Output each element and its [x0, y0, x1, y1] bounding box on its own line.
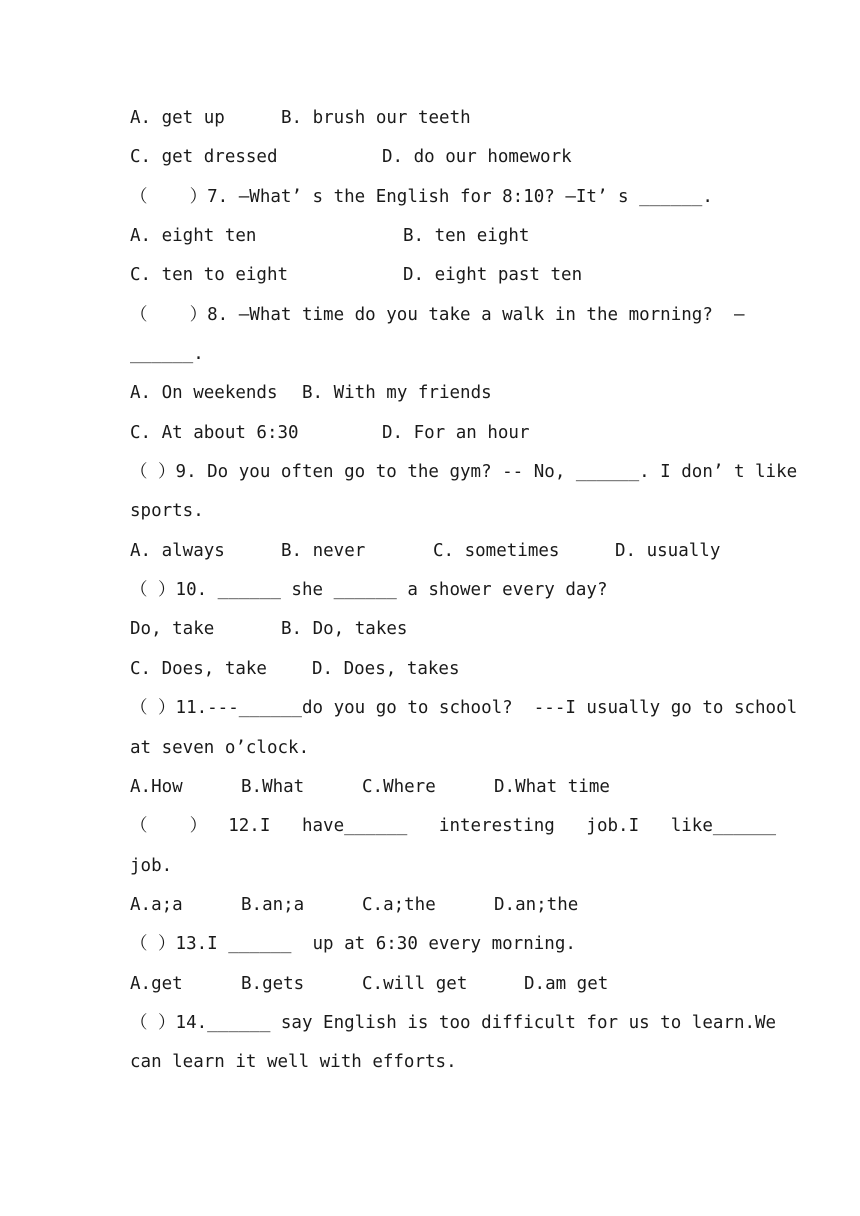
q11-option-d: D.What time	[494, 776, 610, 797]
q8-stem-line2: ______.	[130, 344, 204, 365]
q11-options	[130, 772, 732, 811]
q7-option-a: A. eight ten	[130, 226, 257, 247]
q14-stem-line1: （ ）14.______ say English is too difficult for us to learn.We	[130, 1012, 777, 1033]
q9-stem-line2: sports.	[130, 501, 204, 522]
q10-stem: （ ）10. ______ she ______ a shower every day?	[130, 580, 608, 601]
q13-options	[130, 969, 732, 1008]
q9-option-d: D. usually	[615, 540, 721, 561]
q12-option-b: B.an;a	[241, 894, 305, 915]
q13-option-b: B.gets	[241, 973, 305, 994]
q8-option-b: B. With my friends	[302, 383, 492, 404]
q12-option-a: A.a;a	[130, 894, 183, 915]
q14-stem-line2: can learn it well with efforts.	[130, 1052, 457, 1073]
q8-option-a: A. On weekends	[130, 383, 278, 404]
q10-option-d: D. Does, takes	[312, 658, 460, 679]
q7-option-d: D. eight past ten	[403, 265, 583, 286]
q6-options-row2	[130, 142, 732, 181]
q13-option-c: C.will get	[362, 973, 468, 994]
q11-option-b: B.What	[241, 776, 305, 797]
q6-option-b: B. brush our teeth	[281, 108, 471, 128]
q7-options-row1	[130, 221, 732, 260]
q11-stem-line2: at seven o’clock.	[130, 737, 310, 758]
q12-options	[130, 890, 732, 929]
q9-option-a: A. always	[130, 540, 225, 561]
q9-option-c: C. sometimes	[433, 540, 560, 561]
q10-options-row1	[130, 614, 732, 653]
q10-option-c: C. Does, take	[130, 658, 267, 679]
q6-options-row1	[130, 103, 732, 142]
q8-option-c: C. At about 6:30	[130, 422, 299, 443]
q9-option-b: B. never	[281, 540, 366, 561]
q13-option-a: A.get	[130, 973, 183, 994]
q13-stem: （ ）13.I ______ up at 6:30 every morning.	[130, 934, 576, 955]
q6-option-a: A. get up	[130, 108, 225, 128]
q8-options-row2	[130, 418, 732, 457]
q10-option-b: B. Do, takes	[281, 619, 408, 640]
q12-stem-line1: （ ） 12.I have______ interesting job.I like______	[130, 816, 777, 837]
q7-option-b: B. ten eight	[403, 226, 530, 247]
q9-options	[130, 536, 732, 575]
q11-option-c: C.Where	[362, 776, 436, 797]
q9-stem-line1: （ ）9. Do you often go to the gym? -- No, ______. I don’ t like	[130, 462, 798, 483]
worksheet-page	[130, 103, 798, 1087]
q12-option-c: C.a;the	[362, 894, 436, 915]
q10-option-a: Do, take	[130, 619, 215, 640]
q10-options-row2	[130, 654, 732, 693]
q11-stem-line1: （ ）11.---______do you go to school? ---I usually go to school	[130, 698, 798, 719]
q11-option-a: A.How	[130, 776, 183, 797]
q8-stem-line1: （ ）8. —What time do you take a walk in the morning? —	[130, 304, 745, 325]
q6-option-d: D. do our homework	[382, 147, 572, 168]
q7-option-c: C. ten to eight	[130, 265, 289, 286]
q12-stem-line2: job.	[130, 855, 173, 876]
q8-options-row1	[130, 378, 732, 417]
q7-stem: （ ）7. —What’ s the English for 8:10? —It’ s ______.	[130, 186, 713, 207]
q7-options-row2	[130, 260, 732, 299]
q13-option-d: D.am get	[524, 973, 609, 994]
q8-option-d: D. For an hour	[382, 422, 530, 443]
q12-option-d: D.an;the	[494, 894, 579, 915]
q6-option-c: C. get dressed	[130, 147, 278, 168]
